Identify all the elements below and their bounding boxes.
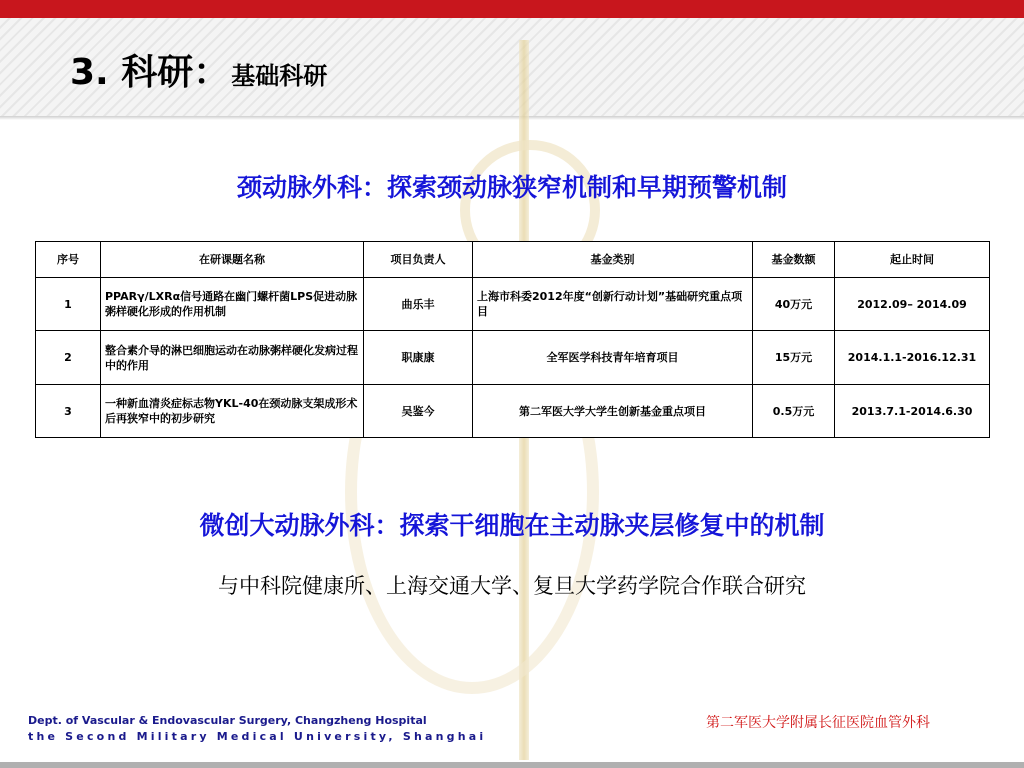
cell-amount: 0.5万元: [753, 385, 835, 438]
table-row: [36, 331, 990, 385]
research-table: [35, 241, 990, 438]
col-header-no: 序号: [36, 242, 101, 278]
footer-dept-english: Dept. of Vascular & Endovascular Surgery, Changzheng Hospital: [28, 714, 427, 727]
slide-title-sub: 基础科研: [231, 62, 328, 90]
cell-amount: 15万元: [753, 331, 835, 385]
cell-period: 2014.1.1-2016.12.31: [835, 331, 990, 385]
cell-leader: 曲乐丰: [364, 278, 473, 331]
cell-period: 2013.7.1-2014.6.30: [835, 385, 990, 438]
cell-leader: 吴鉴今: [364, 385, 473, 438]
cell-topic: 整合素介导的淋巴细胞运动在动脉粥样硬化发病过程中的作用: [101, 331, 364, 385]
collaboration-text: 与中科院健康所、上海交通大学、复旦大学药学院合作联合研究: [218, 574, 806, 598]
cell-no: 2: [36, 331, 101, 385]
col-header-leader: 项目负责人: [364, 242, 473, 278]
cell-topic: PPARγ/LXRα信号通路在幽门螺杆菌LPS促进动脉粥样硬化形成的作用机制: [101, 278, 364, 331]
slide-title: [70, 44, 327, 95]
footer-university-english: the Second Military Medical University, Shanghai: [28, 730, 487, 743]
table-row: [36, 278, 990, 331]
col-header-period: 起止时间: [835, 242, 990, 278]
footer-dept-chinese: 第二军医大学附属长征医院血管外科: [706, 715, 930, 731]
cell-fund-type: 第二军医大学大学生创新基金重点项目: [473, 385, 753, 438]
col-header-amount: 基金数额: [753, 242, 835, 278]
cell-no: 3: [36, 385, 101, 438]
slide-title-main: 3. 科研：: [70, 52, 230, 93]
cell-period: 2012.09– 2014.09: [835, 278, 990, 331]
top-red-band: [0, 0, 1024, 18]
table-row: [36, 385, 990, 438]
header-divider: [0, 116, 1024, 120]
table-header-row: [36, 242, 990, 278]
cell-amount: 40万元: [753, 278, 835, 331]
cell-no: 1: [36, 278, 101, 331]
col-header-fund-type: 基金类别: [473, 242, 753, 278]
bottom-bar: [0, 762, 1024, 768]
cell-fund-type: 上海市科委2012年度“创新行动计划”基础研究重点项目: [473, 278, 753, 331]
col-header-topic: 在研课题名称: [101, 242, 364, 278]
cell-fund-type: 全军医学科技青年培育项目: [473, 331, 753, 385]
heading-carotid: 颈动脉外科：探索颈动脉狭窄机制和早期预警机制: [236, 173, 787, 202]
cell-topic: 一种新血清炎症标志物YKL-40在颈动脉支架成形术后再狭窄中的初步研究: [101, 385, 364, 438]
heading-aorta: 微创大动脉外科：探索干细胞在主动脉夹层修复中的机制: [199, 511, 825, 540]
cell-leader: 职康康: [364, 331, 473, 385]
